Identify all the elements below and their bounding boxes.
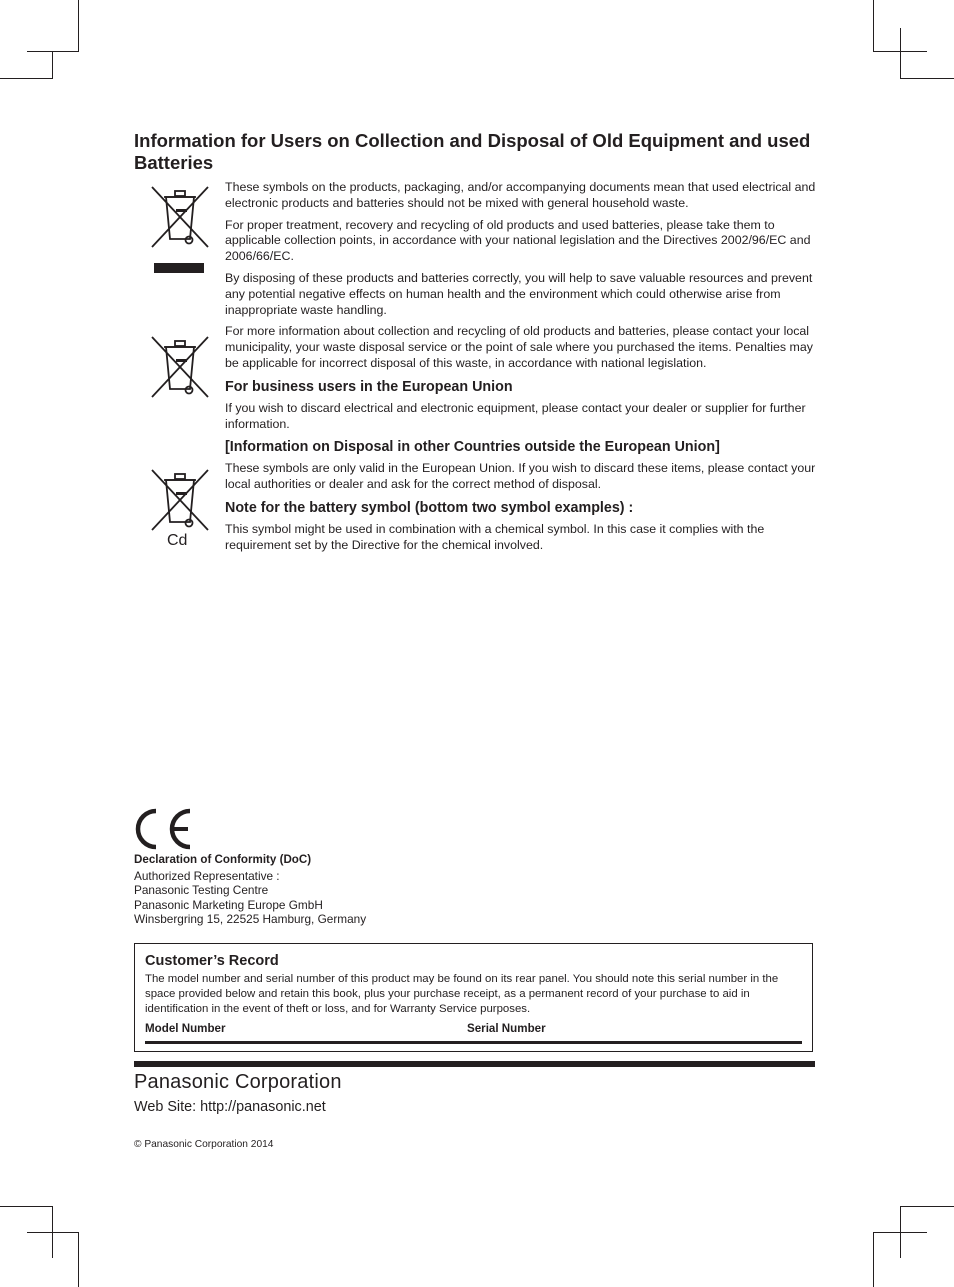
- crop-mark: [52, 51, 53, 79]
- record-text: The model number and serial number of this product may be found on its rear panel. You should note this serial number in the space provided below and retain this book, plus your purchase receipt, as a permanent record of your purchase to aid in identification in the event of theft or loss, and for Warranty Service purposes.: [145, 973, 779, 1015]
- website-link[interactable]: Web Site: http://panasonic.net: [134, 1099, 326, 1115]
- ce-mark-icon: [134, 808, 194, 855]
- page-title: Information for Users on Collection and Disposal of Old Equipment and used Batteries: [134, 130, 811, 173]
- paragraph: These symbols on the products, packaging, and/or accompanying documents mean that used electrical and electronic products and batteries should not be mixed with general household waste.: [225, 180, 816, 210]
- crossed-out-wheeled-bin-icon: [148, 183, 212, 275]
- crossed-out-wheeled-bin-icon: [148, 466, 212, 534]
- crop-mark: [873, 1232, 927, 1233]
- declaration-line: Authorized Representative :: [134, 868, 280, 883]
- paragraph: If you wish to discard electrical and electronic equipment, please contact your dealer or supplier for further information.: [225, 400, 806, 431]
- crop-mark: [78, 0, 79, 51]
- record-underline: [145, 1041, 802, 1044]
- brand-name: Panasonic Corporation: [134, 1071, 342, 1093]
- crop-mark: [78, 1232, 79, 1287]
- crop-mark: [900, 28, 901, 79]
- copyright-notice: © Panasonic Corporation 2014: [134, 1139, 274, 1150]
- model-number-label: Model Number: [145, 1022, 226, 1035]
- disposal-info-text: [225, 180, 817, 560]
- declaration-title: Declaration of Conformity (DoC): [134, 853, 312, 866]
- paragraph: This symbol might be used in combination with a chemical symbol. In this case it complies with the requirement set by the Directive for the chemical involved.: [225, 521, 765, 552]
- customer-record-box: [134, 943, 813, 1052]
- chemical-symbol-label: Cd: [167, 532, 188, 549]
- crop-mark: [900, 78, 954, 79]
- crop-mark: [0, 78, 52, 79]
- paragraph: These symbols are only valid in the European Union. If you wish to discard these items, please contact your local authorities or dealer and ask for the correct method of disposal.: [225, 461, 816, 492]
- footer-rule: [134, 1061, 815, 1067]
- paragraph: For more information about collection and recycling of old products and batteries, please contact your local municipality, your waste disposal service or the point of sale where you purchased the items. Penalties may be applicable for incorrect disposal of this waste, in accordance with national legislation.: [225, 324, 813, 370]
- declaration-line: Winsbergring 15, 22525 Hamburg, Germany: [134, 912, 367, 927]
- declaration-line: Panasonic Marketing Europe GmbH: [134, 897, 323, 912]
- crossed-out-wheeled-bin-icon: [148, 333, 212, 401]
- serial-number-label: Serial Number: [467, 1022, 546, 1035]
- paragraph: For proper treatment, recovery and recycling of old products and used batteries, please take them to applicable collection points, in accordance with your national legislation and the Directives 2002/96/EC and 2006/66/EC.: [225, 217, 811, 264]
- crop-mark: [0, 1206, 52, 1207]
- crop-mark: [873, 1232, 874, 1287]
- section-heading: For business users in the European Union: [225, 378, 513, 395]
- section-heading: [Information on Disposal in other Countries outside the European Union]: [225, 439, 720, 456]
- crop-mark: [900, 1206, 954, 1207]
- section-heading: Note for the battery symbol (bottom two symbol examples) :: [225, 499, 634, 516]
- crop-mark: [27, 51, 79, 52]
- crop-mark: [27, 1232, 79, 1233]
- declaration-line: Panasonic Testing Centre: [134, 883, 269, 898]
- paragraph: By disposing of these products and batteries correctly, you will help to save valuable resources and prevent any potential negative effects on human health and the environment which could otherwise arise from inappropriate waste handling.: [225, 270, 813, 317]
- crop-mark: [873, 0, 874, 51]
- declaration-of-conformity: [134, 853, 366, 927]
- record-title: Customer’s Record: [145, 953, 279, 969]
